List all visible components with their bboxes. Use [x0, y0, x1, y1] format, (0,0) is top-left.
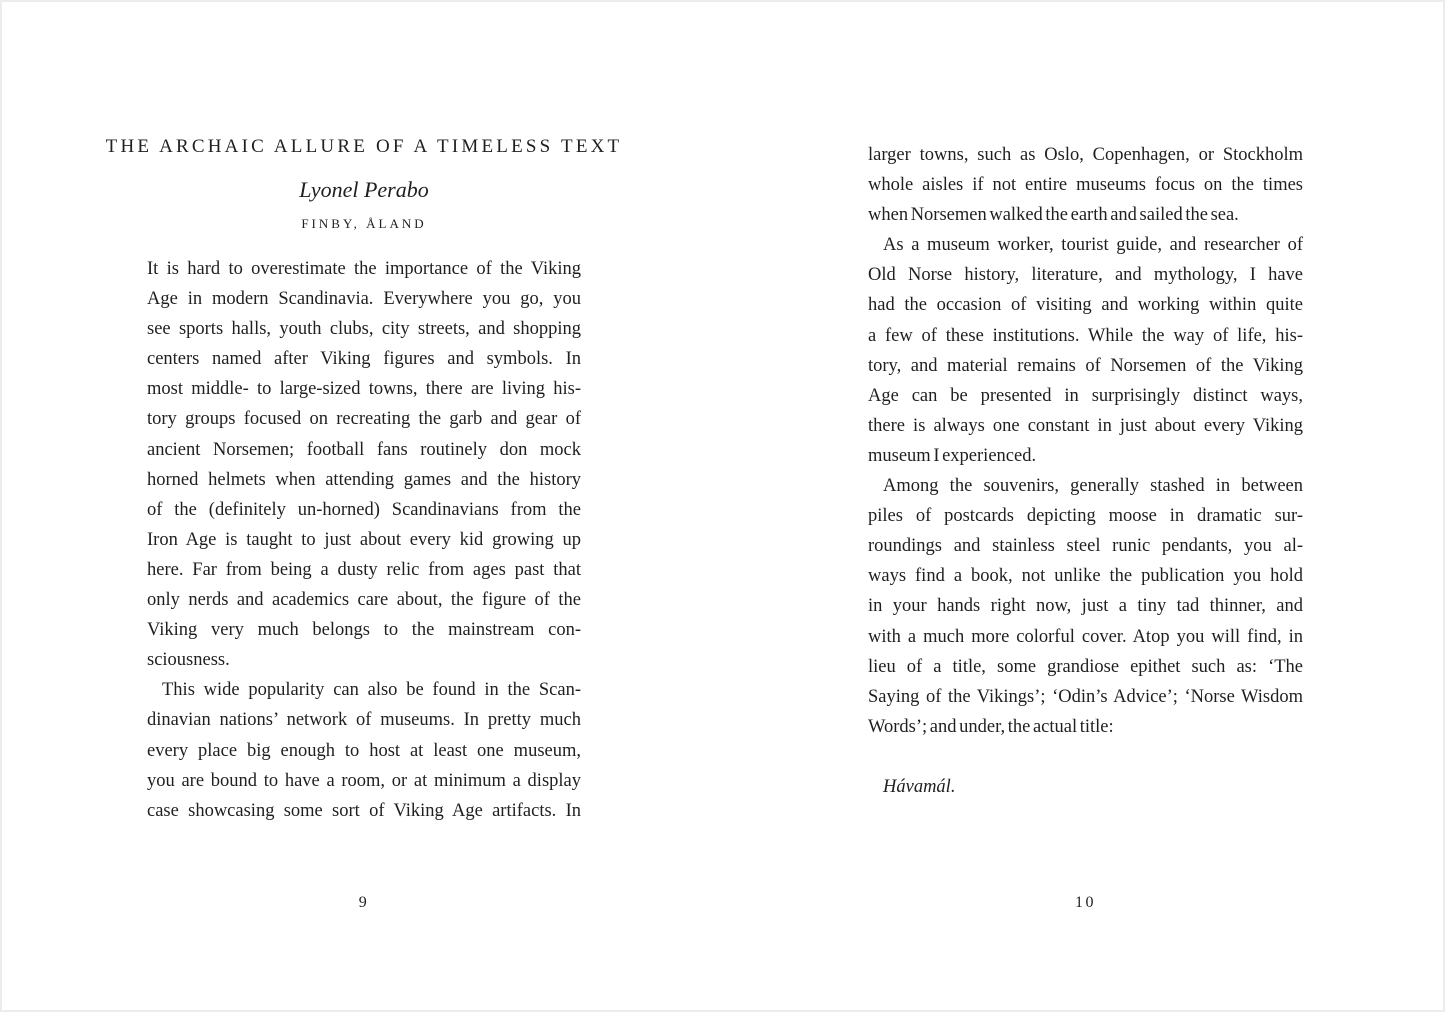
text-line: Age can be presented in surprisingly distinct ways, — [868, 385, 1303, 406]
text-line: ancient Norsemen; football fans routinely don mock — [147, 439, 581, 460]
text-line: whole aisles if not entire museums focus on the times — [868, 175, 1303, 196]
author-name: Lyonel Perabo — [299, 177, 429, 202]
text-line: had the occasion of visiting and working within quite — [868, 295, 1303, 316]
text-line: tory, and material remains of Norsemen of the Viking — [868, 355, 1303, 376]
text-line: horned helmets when attending games and the history — [147, 469, 581, 490]
text-line: lieu of a title, some grandiose epithet such as: ‘The — [868, 656, 1303, 677]
text-line: Old Norse history, literature, and mythology, I have — [868, 265, 1303, 286]
chapter-title: THE ARCHAIC ALLURE OF A TIMELESS TEXT — [105, 136, 623, 157]
text-line: centers named after Viking figures and symbols. In — [147, 349, 581, 370]
text-line: Saying of the Vikings’; ‘Odin’s Advice’; ‘Norse Wisdom — [868, 686, 1303, 707]
left-page-number: 9 — [358, 894, 370, 911]
text-line: dinavian nations’ network of museums. In pretty much — [147, 710, 581, 731]
text-line: most middle- to large-sized towns, there are living his- — [147, 379, 581, 400]
blank-line — [868, 742, 1303, 772]
text-line: when Norsemen walked the earth and sailed the sea. — [868, 205, 1239, 226]
text-line: you are bound to have a room, or at minimum a display — [147, 770, 581, 791]
page-left — [105, 2, 623, 1010]
text-line: case showcasing some sort of Viking Age artifacts. In — [147, 800, 581, 821]
text-line: ways find a book, not unlike the publication you hold — [868, 566, 1303, 587]
text-line: larger towns, such as Oslo, Copenhagen, or Stockholm — [868, 145, 1303, 165]
text-line: of the (definitely un-horned) Scandinavians from the — [147, 499, 581, 520]
text-line: every place big enough to host at least one museum, — [147, 740, 581, 761]
text-line: Hávamál. — [883, 776, 956, 797]
text-line: piles of postcards depicting moose in dramatic sur- — [868, 506, 1303, 527]
text-line: sciousness. — [147, 650, 230, 671]
text-line: roundings and stainless steel runic pendants, you al- — [868, 536, 1303, 557]
page-right — [868, 2, 1303, 1010]
text-line: see sports halls, youth clubs, city streets, and shopping — [147, 319, 581, 340]
text-line: This wide popularity can also be found in the Scan- — [162, 680, 581, 701]
text-line: only nerds and academics care about, the figure of the — [147, 590, 581, 611]
left-page-text — [147, 254, 581, 826]
text-line: As a museum worker, tourist guide, and researcher of — [883, 235, 1303, 256]
text-line: in your hands right now, just a tiny tad thinner, and — [868, 596, 1303, 617]
right-page-number: 10 — [1075, 894, 1096, 911]
author-location: FINBY, ÅLAND — [301, 216, 427, 231]
text-line: Words’; and under, the actual title: — [868, 716, 1114, 737]
text-line: museum I experienced. — [868, 445, 1037, 466]
text-line: a few of these institutions. While the way of life, his- — [868, 325, 1303, 346]
text-line: there is always one constant in just about every Viking — [868, 415, 1303, 436]
text-line: here. Far from being a dusty relic from ages past that — [147, 559, 581, 580]
text-line: Age in modern Scandinavia. Everywhere you go, you — [147, 289, 581, 310]
text-line: It is hard to overestimate the importance of the Viking — [147, 259, 581, 279]
right-page-text — [868, 140, 1303, 802]
text-line: with a much more colorful cover. Atop you will find, in — [868, 626, 1303, 647]
text-line: Iron Age is taught to just about every kid growing up — [147, 529, 581, 550]
text-line: Among the souvenirs, generally stashed in between — [883, 476, 1303, 497]
text-line: Viking very much belongs to the mainstream con- — [147, 620, 581, 641]
text-line: tory groups focused on recreating the garb and gear of — [147, 409, 581, 430]
